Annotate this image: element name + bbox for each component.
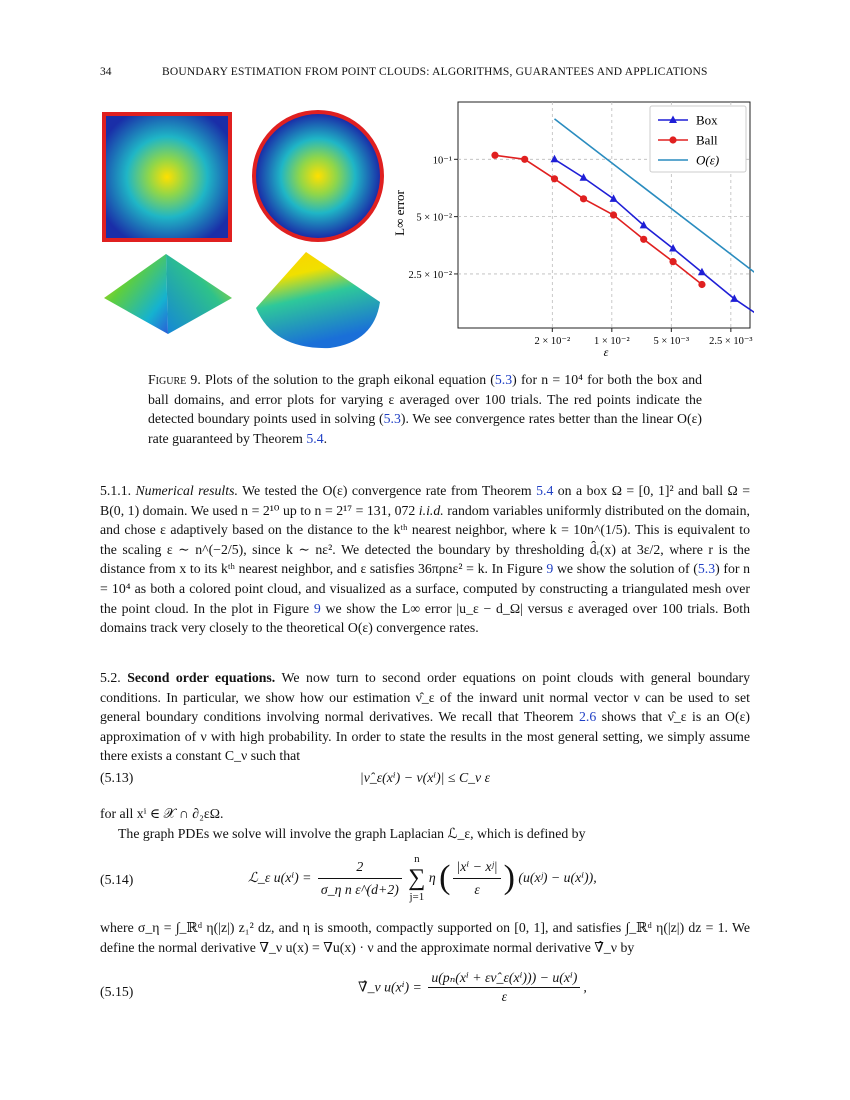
legend-label: Ball: [696, 132, 718, 148]
equation-number: (5.15): [100, 984, 134, 999]
caption-label: Figure 9.: [148, 372, 201, 387]
paragraph-text: we show the solution of (: [553, 561, 698, 577]
x-tick-label: 1 × 10⁻²: [594, 336, 630, 347]
running-title: BOUNDARY ESTIMATION FROM POINT CLOUDS: ALGORITHMS, GUARANTEES AND APPLICATIONS: [162, 66, 708, 78]
legend: [650, 106, 746, 172]
data-point-ball: [669, 258, 676, 265]
ball-surface-cone: [256, 252, 380, 348]
section-5-2: [100, 668, 750, 766]
ref-theorem-2-6[interactable]: 2.6: [578, 709, 597, 725]
caption-text-b: ) for n = 10⁴ for both the box and ball domains, and error plots for varying ε averaged over 100 trials. The red points indicate the detected boundary points used in solving (: [148, 372, 702, 426]
eq-frac-num: 2: [318, 857, 402, 879]
ref-eq-5-3[interactable]: 5.3: [697, 561, 716, 577]
eq-eta-num: |xⁱ − xʲ|: [453, 857, 500, 879]
where-paragraph: [100, 918, 750, 957]
data-point-ball: [551, 175, 558, 182]
ref-figure-9[interactable]: 9: [546, 561, 554, 577]
legend-marker: [669, 136, 676, 143]
caption-text-d: .: [323, 430, 328, 446]
eq-frac-den: σ_η n ε^(d+2): [320, 881, 399, 897]
x-tick-label: 2 × 10⁻²: [534, 336, 571, 347]
equation-number: (5.13): [100, 770, 134, 785]
paragraph-text: We tested the O(ε) convergence rate from Theorem: [242, 483, 537, 498]
box-surface-pyramid: [104, 254, 232, 334]
data-point-ball: [640, 236, 647, 243]
equation-content: [358, 970, 587, 1005]
data-point-ball: [491, 152, 498, 159]
figure-9: [98, 98, 754, 368]
paragraph-text: for all xⁱ ∈ 𝒳 ∩ ∂₂εΩ.: [100, 806, 224, 821]
paragraph-text: on a box Ω = [0, 1]² and ball Ω = B(0, 1) domain. We used n = 2¹⁰ up to n = 2¹⁷ = 131, 072: [100, 483, 750, 518]
eq-tail: ,: [583, 979, 587, 995]
data-point-ball: [698, 281, 705, 288]
ref-figure-9[interactable]: 9: [313, 600, 321, 616]
laplacian-intro: [100, 824, 750, 844]
ball-point-cloud: [252, 110, 384, 242]
equation-number: (5.14): [100, 872, 134, 887]
section-title: Numerical results.: [135, 483, 238, 498]
error-plot: [392, 102, 754, 359]
figure-caption: [148, 370, 702, 448]
eq-frac-den: ε: [501, 989, 508, 1004]
equation-5-15: [100, 970, 750, 1018]
data-point-ball: [610, 211, 617, 218]
paragraph-text: we show the L∞ error |u_ε − d_Ω| versus ε averaged over 100 trials. Both domains track very closely to the theoretical O(ε) convergence rates.: [100, 600, 750, 636]
paragraph-text: random variables uniformly distributed on the domain, and chose ε adaptively based on the distance to the kᵗʰ nearest neighbor, where k = 10n^(1/5). This is equivalent to the scaling ε ∼ n^(−2/5), since k ∼ nε². We detected the boundary by thresholding d̂ᵣ(x) at 3ε/2, where r is the distance from x to its kᵗʰ nearest neighbor, and ε satisfies 36πρnε² = k. In Figure: [100, 502, 750, 577]
paren-right: ): [503, 859, 515, 896]
eta-symbol: η: [428, 870, 436, 885]
legend-label: Box: [696, 112, 718, 128]
paragraph-text: where σ_η = ∫_ℝᵈ η(|z|) z₁² dz, and η is smooth, compactly supported on [0, 1], and satisfies ∫_ℝᵈ η(|z|) dz = 1. We define the normal derivative ∇_ν u(x) = ∇u(x) · ν and the approximate normal derivative ∇̂_ν by: [100, 920, 750, 955]
y-axis-label: L∞ error: [392, 190, 407, 236]
box-point-cloud: [102, 112, 232, 242]
paragraph-text: shows that ν̂_ε is an O(ε) approximation of ν with high probability. In order to state the results in the most general setting, we simply assume there exists a constant C_ν such that: [100, 709, 751, 764]
caption-ref-2[interactable]: 5.3: [383, 411, 401, 426]
caption-text-c: ). We see convergence rates better than the linear O(ε) rate guaranteed by Theorem: [148, 411, 702, 446]
running-head: [100, 66, 750, 86]
page-number: 34: [100, 66, 112, 78]
eq-rhs: (u(xʲ) − u(xⁱ)),: [518, 870, 597, 885]
data-point-ball: [580, 195, 587, 202]
y-tick-label: 2.5 × 10⁻²: [408, 269, 452, 281]
eq-frac-num: u(pₙ(xⁱ + εν̂_ε(xⁱ))) − u(xⁱ): [428, 970, 580, 988]
caption-ref-1[interactable]: 5.3: [494, 372, 513, 387]
paragraph-text: ) for n = 10⁴ as both a colored point cloud, and visualized as a surface, computed by constructing a triangulated mesh over the point cloud. In the plot in Figure: [100, 561, 750, 616]
iid-italic: i.i.d.: [418, 502, 444, 518]
caption-ref-3[interactable]: 5.4: [306, 430, 324, 446]
section-number: 5.2.: [100, 670, 121, 685]
legend-label: O(ε): [696, 152, 720, 168]
y-tick-label: 10⁻¹: [432, 155, 452, 167]
x-axis-label: ε: [603, 345, 609, 359]
y-tick-label: 5 × 10⁻²: [416, 212, 452, 224]
after-5-13: [100, 804, 750, 824]
eq-eta-den: ε: [474, 881, 480, 897]
equation-5-14: [100, 850, 750, 914]
paragraph-text: We now turn to second order equations on point clouds with general boundary conditions. In particular, we show how our estimation ν̂_ε of the inward unit normal vector ν can be used to set general boundary conditions involving normal derivatives. We recall that Theorem: [100, 670, 750, 725]
x-tick-label: 5 × 10⁻³: [653, 336, 690, 347]
eq-lhs: ℒ_ε u(xⁱ) =: [248, 870, 312, 885]
caption-text-a: Plots of the solution to the graph eikonal equation (: [204, 372, 495, 387]
ref-theorem-5-4[interactable]: 5.4: [536, 483, 554, 498]
equation-content: [248, 852, 597, 904]
sum-sign: ∑: [408, 865, 426, 891]
sum-top: n: [414, 853, 420, 865]
paragraph-text: The graph PDEs we solve will involve the graph Laplacian ℒ_ε, which is defined by: [118, 826, 586, 841]
section-number: 5.1.1.: [100, 483, 132, 498]
section-5-1-1: [100, 481, 750, 638]
equation-5-13: [100, 770, 750, 792]
equation-content: |ν̂_ε(xⁱ) − ν(xⁱ)| ≤ C_ν ε: [359, 770, 491, 785]
data-point-ball: [521, 156, 528, 163]
sum-bottom: j=1: [409, 891, 425, 903]
section-title: Second order equations.: [127, 670, 276, 685]
x-tick-label: 2.5 × 10⁻³: [709, 336, 753, 347]
paren-left: (: [439, 859, 451, 896]
eq-lhs: ∇̂_ν u(xⁱ) =: [358, 979, 422, 995]
